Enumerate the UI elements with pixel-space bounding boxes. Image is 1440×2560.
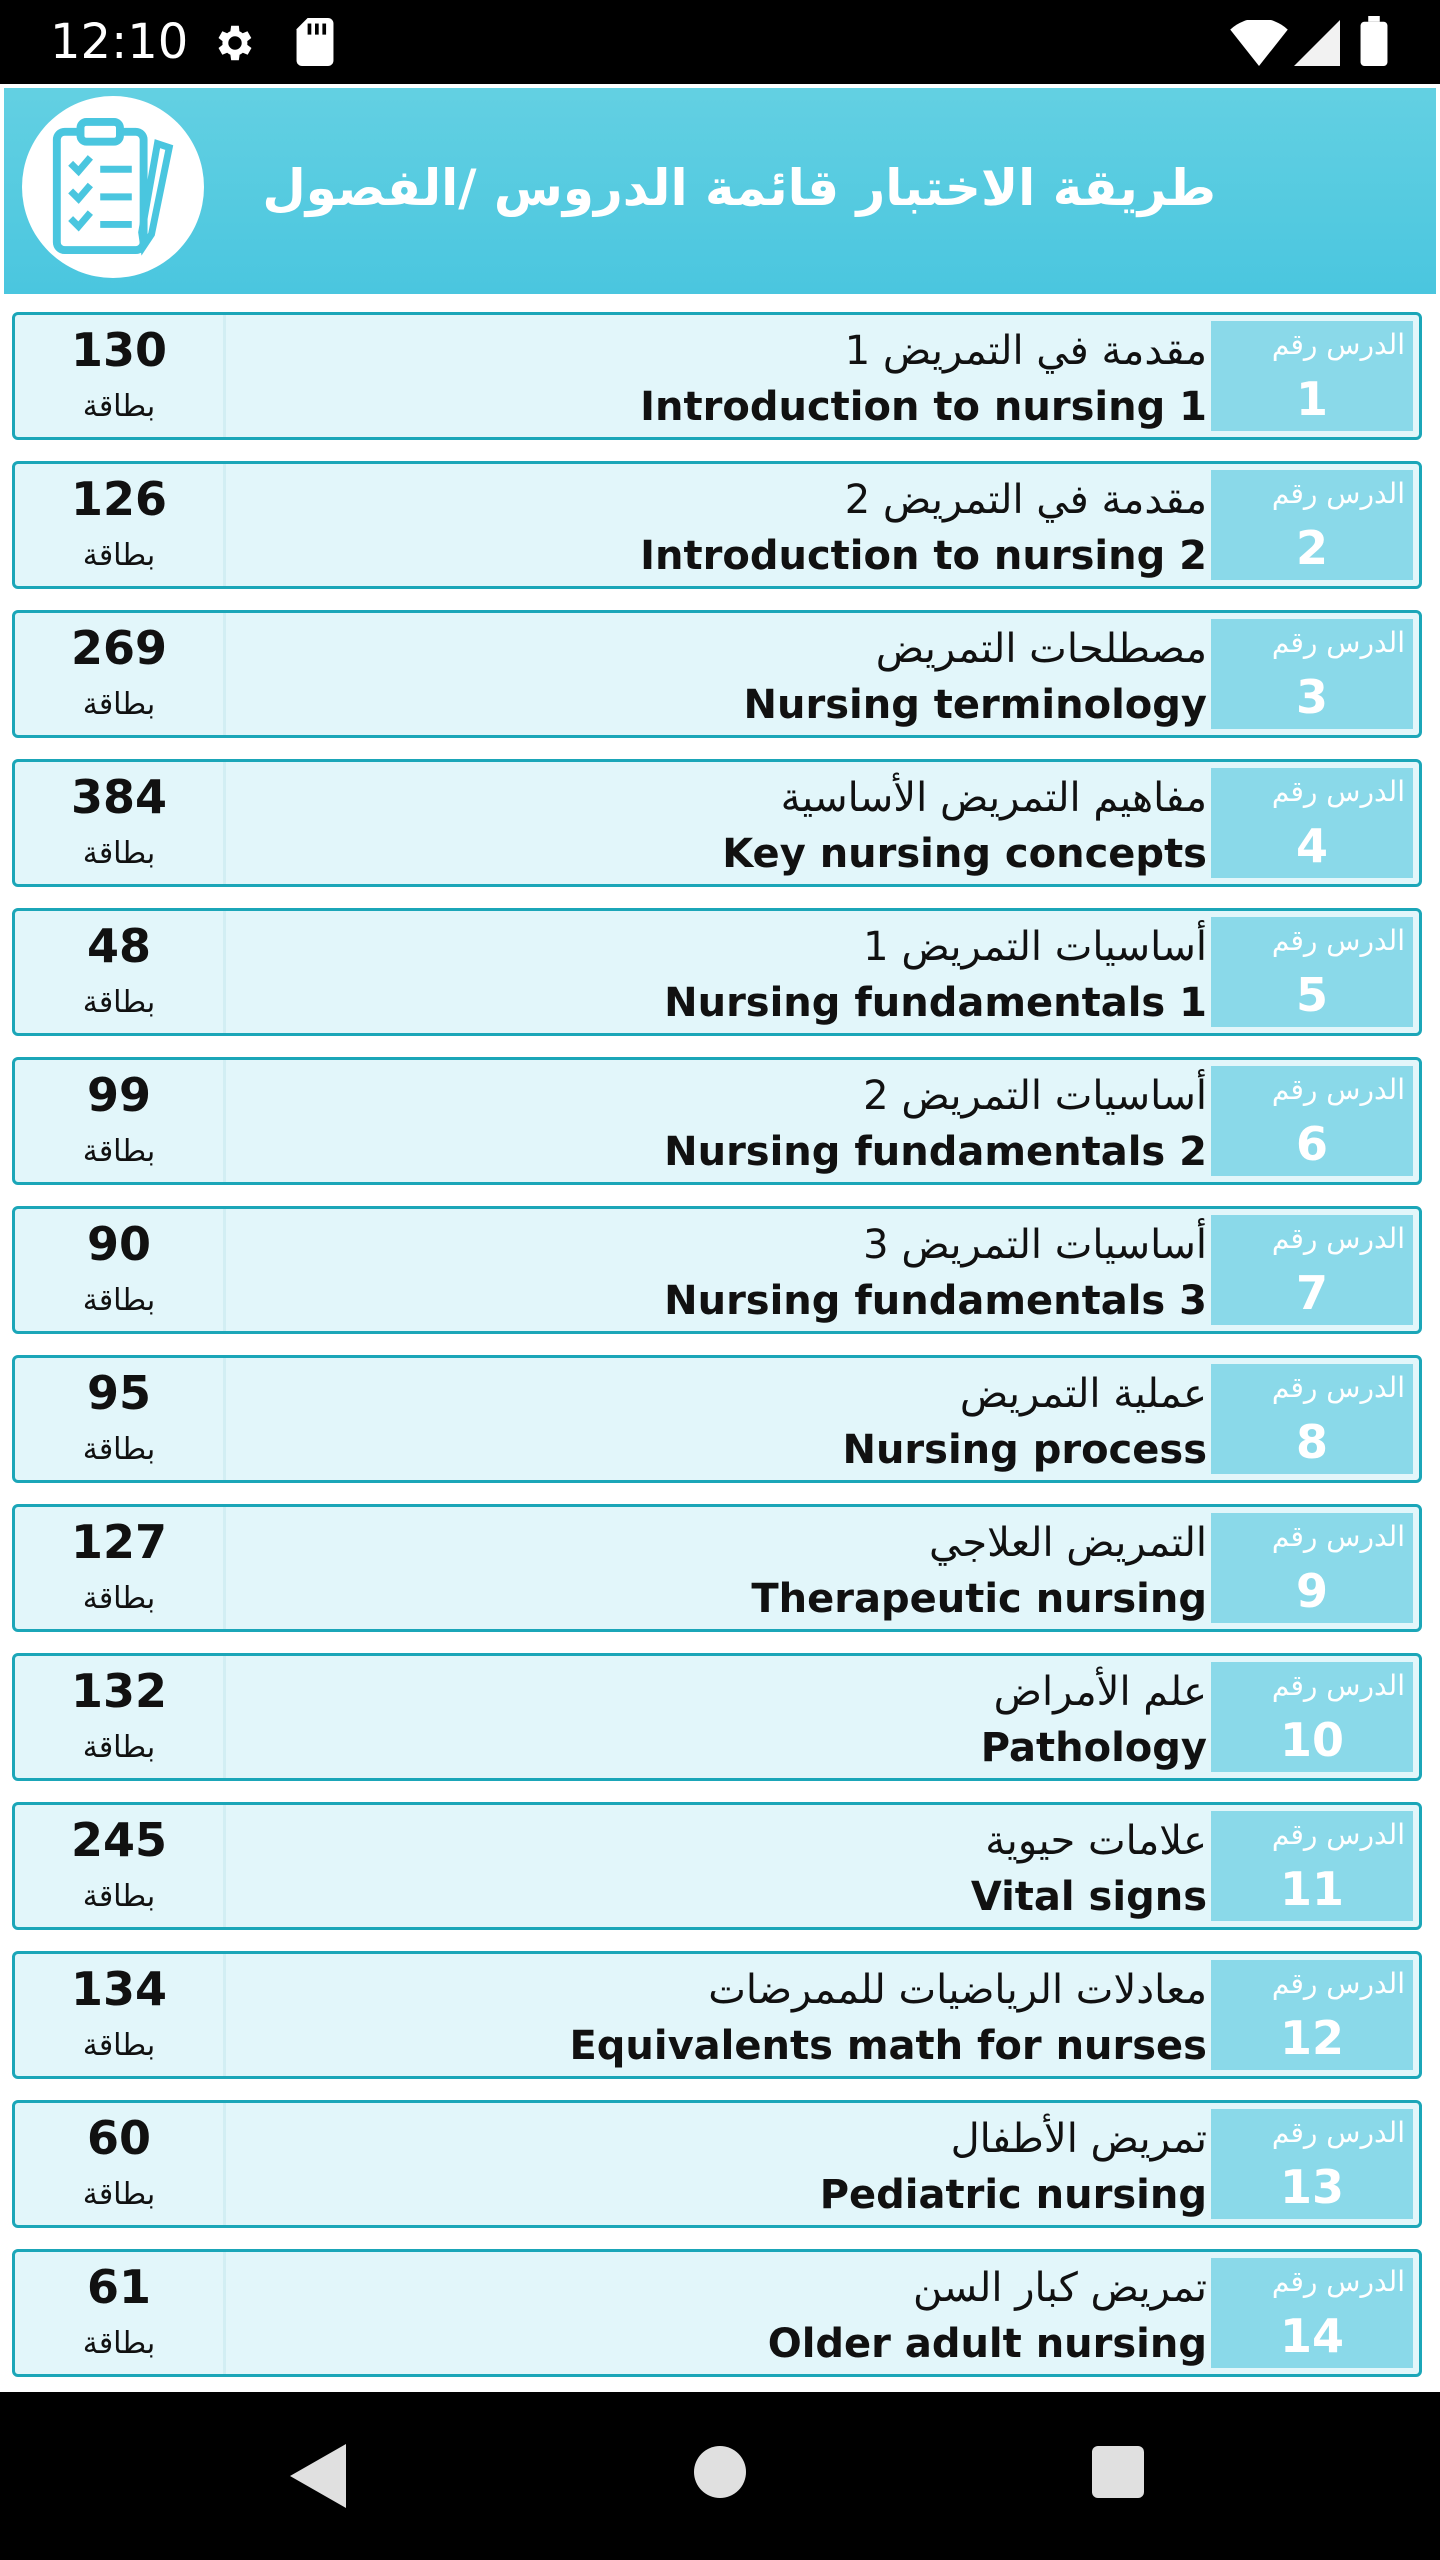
- card-count: 95: [86, 1366, 151, 1420]
- lesson-title-english: Equivalents math for nurses: [569, 2023, 1207, 2069]
- status-bar: [0, 0, 1440, 84]
- card-unit: بطاقة: [82, 538, 156, 573]
- lesson-title-english: Introduction to nursing 1: [640, 384, 1207, 430]
- lesson-title-arabic: مصطلحات التمريض: [875, 626, 1207, 672]
- card-count: 269: [70, 621, 168, 675]
- card-count-box: [15, 1656, 226, 1778]
- card-count-box: [15, 613, 226, 735]
- card-count: 132: [70, 1664, 168, 1718]
- lesson-title-english: Vital signs: [970, 1874, 1207, 1920]
- card-count-box: [15, 1358, 226, 1480]
- lesson-title-arabic: مقدمة في التمريض 1: [844, 328, 1207, 374]
- home-icon[interactable]: [694, 2446, 746, 2498]
- lesson-number-badge: [1211, 1960, 1413, 2070]
- card-count-box: [15, 762, 226, 884]
- lesson-row-8[interactable]: [12, 1355, 1422, 1483]
- lesson-number-badge: [1211, 2258, 1413, 2368]
- card-unit: بطاقة: [82, 1730, 156, 1765]
- lesson-number: 8: [1295, 1415, 1328, 1469]
- sd-card-icon: [296, 18, 334, 66]
- app-logo: [22, 96, 204, 278]
- lesson-number-badge: [1211, 1215, 1413, 1325]
- card-unit: بطاقة: [82, 985, 156, 1020]
- card-unit: بطاقة: [82, 2028, 156, 2063]
- card-count: 48: [86, 919, 151, 973]
- lesson-title-english: Pediatric nursing: [819, 2172, 1207, 2218]
- back-icon[interactable]: [290, 2444, 346, 2508]
- card-count-box: [15, 1954, 226, 2076]
- lesson-number-label: الدرس رقم: [1271, 626, 1405, 659]
- lesson-number: 6: [1295, 1117, 1328, 1171]
- lesson-number-label: الدرس رقم: [1271, 1520, 1405, 1553]
- card-unit: بطاقة: [82, 1134, 156, 1169]
- lesson-title-arabic: أساسيات التمريض 1: [863, 924, 1207, 970]
- lesson-title-arabic: التمريض العلاجي: [929, 1520, 1207, 1566]
- lesson-title-arabic: تمريض الأطفال: [950, 2116, 1207, 2162]
- card-count-box: [15, 315, 226, 437]
- card-count: 90: [86, 1217, 151, 1271]
- lesson-row-5[interactable]: [12, 908, 1422, 1036]
- lesson-number: 5: [1295, 968, 1328, 1022]
- card-count: 127: [70, 1515, 168, 1569]
- lesson-title-arabic: مفاهيم التمريض الأساسية: [780, 775, 1207, 821]
- lesson-title-english: Introduction to nursing 2: [640, 533, 1207, 579]
- card-count: 60: [86, 2111, 151, 2165]
- lesson-number: 13: [1279, 2160, 1344, 2214]
- card-unit: بطاقة: [82, 1432, 156, 1467]
- lesson-number-label: الدرس رقم: [1271, 477, 1405, 510]
- status-time: 12:10: [50, 14, 189, 70]
- lesson-number-label: الدرس رقم: [1271, 1073, 1405, 1106]
- lesson-row-6[interactable]: [12, 1057, 1422, 1185]
- lesson-number: 12: [1279, 2011, 1344, 2065]
- card-count-box: [15, 1507, 226, 1629]
- lesson-number-badge: [1211, 1811, 1413, 1921]
- lesson-title-arabic: أساسيات التمريض 3: [863, 1222, 1207, 1268]
- lesson-row-12[interactable]: [12, 1951, 1422, 2079]
- lesson-number-badge: [1211, 917, 1413, 1027]
- card-unit: بطاقة: [82, 1283, 156, 1318]
- lesson-title-english: Nursing process: [842, 1427, 1207, 1473]
- lesson-title-english: Nursing terminology: [743, 682, 1207, 728]
- lesson-title-arabic: علم الأمراض: [993, 1669, 1207, 1715]
- lesson-number: 14: [1279, 2309, 1344, 2363]
- card-count: 130: [70, 323, 168, 377]
- card-count: 61: [86, 2260, 151, 2314]
- card-unit: بطاقة: [82, 2326, 156, 2361]
- card-unit: بطاقة: [82, 1879, 156, 1914]
- lesson-title-english: Key nursing concepts: [722, 831, 1207, 877]
- card-count-box: [15, 464, 226, 586]
- lesson-number: 3: [1295, 670, 1328, 724]
- lesson-number-badge: [1211, 1513, 1413, 1623]
- lesson-title-english: Older adult nursing: [767, 2321, 1207, 2367]
- lesson-number-badge: [1211, 2109, 1413, 2219]
- lesson-row-7[interactable]: [12, 1206, 1422, 1334]
- lesson-title-arabic: أساسيات التمريض 2: [863, 1073, 1207, 1119]
- lesson-number-badge: [1211, 768, 1413, 878]
- lesson-title-english: Nursing fundamentals 1: [664, 980, 1207, 1026]
- lesson-number-badge: [1211, 1662, 1413, 1772]
- lesson-number: 2: [1295, 521, 1328, 575]
- lesson-title-english: Nursing fundamentals 3: [664, 1278, 1207, 1324]
- lesson-number: 9: [1295, 1564, 1328, 1618]
- card-count: 126: [70, 472, 168, 526]
- lesson-number-badge: [1211, 1364, 1413, 1474]
- lesson-row-1[interactable]: [12, 312, 1422, 440]
- lesson-number-badge: [1211, 619, 1413, 729]
- lesson-number-badge: [1211, 1066, 1413, 1176]
- wifi-icon: [1230, 20, 1288, 66]
- lesson-number-label: الدرس رقم: [1271, 1669, 1405, 1702]
- lesson-row-13[interactable]: [12, 2100, 1422, 2228]
- lesson-row-4[interactable]: [12, 759, 1422, 887]
- lesson-title-arabic: مقدمة في التمريض 2: [844, 477, 1207, 523]
- lesson-number-label: الدرس رقم: [1271, 328, 1405, 361]
- lesson-title-english: Nursing fundamentals 2: [664, 1129, 1207, 1175]
- lesson-title-arabic: تمريض كبار السن: [913, 2265, 1207, 2311]
- card-unit: بطاقة: [82, 2177, 156, 2212]
- lesson-number-label: الدرس رقم: [1271, 2116, 1405, 2149]
- lesson-number: 1: [1295, 372, 1328, 426]
- lesson-number-badge: [1211, 321, 1413, 431]
- recents-icon[interactable]: [1092, 2446, 1144, 2498]
- lesson-title-arabic: معادلات الرياضيات للممرضات: [708, 1967, 1207, 2013]
- app-header: [4, 88, 1436, 294]
- lesson-row-9[interactable]: [12, 1504, 1422, 1632]
- card-count: 99: [86, 1068, 151, 1122]
- card-count-box: [15, 2103, 226, 2225]
- lesson-title-english: Pathology: [980, 1725, 1207, 1771]
- lesson-number: 7: [1295, 1266, 1328, 1320]
- gear-icon: [212, 20, 258, 66]
- lesson-number-label: الدرس رقم: [1271, 924, 1405, 957]
- lesson-title-arabic: علامات حيوية: [985, 1818, 1207, 1864]
- lesson-title-english: Therapeutic nursing: [751, 1576, 1207, 1622]
- card-count-box: [15, 1060, 226, 1182]
- lesson-number-label: الدرس رقم: [1271, 1222, 1405, 1255]
- lesson-row-14[interactable]: [12, 2249, 1422, 2377]
- card-count: 134: [70, 1962, 168, 2016]
- lesson-row-3[interactable]: [12, 610, 1422, 738]
- system-nav-bar: [0, 2392, 1440, 2560]
- lesson-number: 4: [1295, 819, 1328, 873]
- lesson-number: 10: [1279, 1713, 1344, 1767]
- lesson-row-10[interactable]: [12, 1653, 1422, 1781]
- lesson-number-badge: [1211, 470, 1413, 580]
- lesson-row-2[interactable]: [12, 461, 1422, 589]
- lesson-number-label: الدرس رقم: [1271, 1967, 1405, 2000]
- card-count-box: [15, 911, 226, 1033]
- card-count: 245: [70, 1813, 168, 1867]
- signal-icon: [1294, 20, 1340, 66]
- card-unit: بطاقة: [82, 687, 156, 722]
- lesson-number-label: الدرس رقم: [1271, 2265, 1405, 2298]
- card-count-box: [15, 1209, 226, 1331]
- lesson-number-label: الدرس رقم: [1271, 1371, 1405, 1404]
- card-unit: بطاقة: [82, 1581, 156, 1616]
- card-count-box: [15, 1805, 226, 1927]
- page-title: طريقة الاختبار قائمة الدروس /الفصول: [262, 159, 1216, 217]
- lesson-number-label: الدرس رقم: [1271, 775, 1405, 808]
- lesson-row-11[interactable]: [12, 1802, 1422, 1930]
- lesson-title-arabic: عملية التمريض: [959, 1371, 1207, 1417]
- lesson-number-label: الدرس رقم: [1271, 1818, 1405, 1851]
- battery-icon: [1360, 16, 1388, 66]
- clipboard-checklist-icon: [50, 116, 182, 258]
- card-count: 384: [70, 770, 168, 824]
- card-unit: بطاقة: [82, 389, 156, 424]
- card-unit: بطاقة: [82, 836, 156, 871]
- lesson-number: 11: [1279, 1862, 1344, 1916]
- card-count-box: [15, 2252, 226, 2374]
